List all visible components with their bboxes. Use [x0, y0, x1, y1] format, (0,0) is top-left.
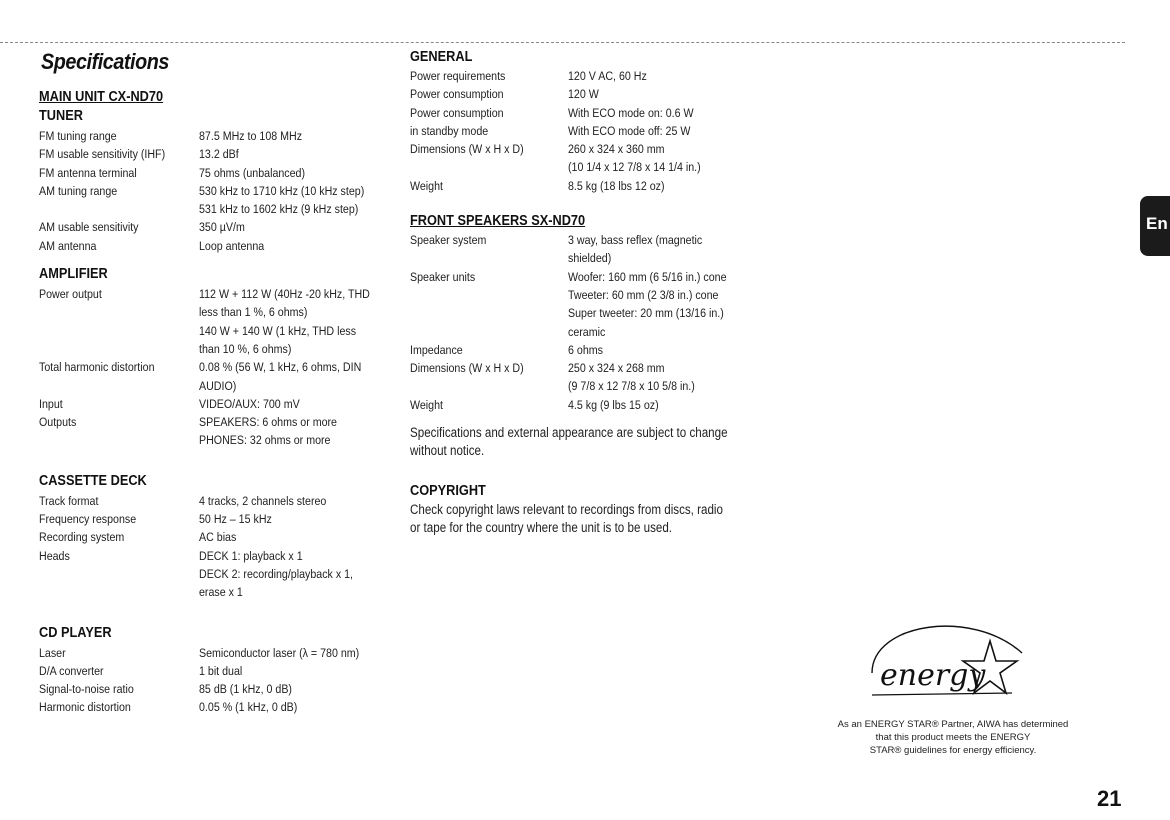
spec-value: 85 dB (1 kHz, 0 dB): [199, 682, 292, 697]
spec-label: FM usable sensitivity (IHF): [39, 147, 166, 162]
spec-value: Super tweeter: 20 mm (13/16 in.): [568, 306, 724, 321]
spec-value: 530 kHz to 1710 kHz (10 kHz step): [199, 183, 365, 198]
page-title: Specifications: [41, 49, 169, 74]
spec-value: 13.2 dBf: [199, 147, 239, 162]
spec-label: [410, 304, 546, 322]
language-tab: [1140, 196, 1170, 256]
spec-row: [39, 395, 389, 413]
language-tab-label: En: [1146, 214, 1168, 233]
main-unit-title: MAIN UNIT CX-ND70: [39, 89, 164, 105]
spec-row: [410, 231, 760, 249]
spec-value: SPEAKERS: 6 ohms or more: [199, 415, 337, 430]
spec-value: AUDIO): [199, 378, 237, 393]
spec-value: 1 bit dual: [199, 663, 243, 678]
spec-label: [39, 565, 177, 583]
energy-star-logo: [862, 613, 1042, 713]
spec-label: AM antenna: [39, 238, 97, 253]
spec-label: [39, 340, 177, 358]
spec-value: Tweeter: 60 mm (2 3/8 in.) cone: [568, 287, 719, 302]
spec-row: [39, 285, 389, 303]
spec-value: erase x 1: [199, 585, 243, 600]
spec-label: Weight: [410, 397, 443, 412]
spec-label: FM tuning range: [39, 129, 117, 143]
spec-row: [39, 303, 389, 321]
energy-caption-line-3: STAR® guidelines for energy efficiency.: [869, 745, 1037, 756]
spec-value: ceramic: [568, 324, 606, 339]
spec-label: [410, 286, 546, 304]
copyright-line-1: Check copyright laws relevant to recordings from discs, radio: [410, 502, 723, 518]
front-speakers-specs: [410, 231, 760, 414]
spec-value: VIDEO/AUX: 700 mV: [199, 396, 300, 411]
spec-row: [39, 237, 389, 255]
spec-value: 4 tracks, 2 channels stereo: [199, 493, 327, 508]
spec-value: DECK 1: playback x 1: [199, 548, 303, 563]
spec-row: [410, 377, 760, 395]
cd-player-title: CD PLAYER: [39, 624, 112, 641]
spec-label: Speaker units: [410, 269, 476, 284]
spec-row: [39, 510, 389, 528]
page-number: 21: [1097, 786, 1122, 811]
spec-row: [410, 104, 760, 122]
spec-value: (10 1/4 x 12 7/8 x 14 1/4 in.): [568, 160, 701, 175]
spec-label: Power requirements: [410, 69, 506, 83]
cd-player-specs: [39, 644, 389, 717]
spec-value: 120 V AC, 60 Hz: [568, 69, 647, 83]
spec-row: [39, 565, 389, 583]
spec-row: [39, 127, 389, 145]
cassette-deck-title: CASSETTE DECK: [39, 472, 147, 489]
spec-row: [410, 177, 760, 195]
spec-label: D/A converter: [39, 663, 104, 678]
spec-value: 250 x 324 x 268 mm: [568, 361, 665, 376]
tuner-title: TUNER: [39, 108, 83, 124]
spec-value: 87.5 MHz to 108 MHz: [199, 129, 303, 143]
spec-label: [39, 200, 177, 218]
spec-value: With ECO mode on: 0.6 W: [568, 105, 694, 120]
spec-row: [39, 340, 389, 358]
spec-row: [39, 182, 389, 200]
spec-value: 4.5 kg (9 lbs 15 oz): [568, 397, 659, 412]
spec-label: AM tuning range: [39, 183, 118, 198]
spec-label: FM antenna terminal: [39, 165, 137, 180]
spec-row: [39, 528, 389, 546]
spec-value: (9 7/8 x 12 7/8 x 10 5/8 in.): [568, 379, 695, 394]
spec-row: [410, 85, 760, 103]
spec-label: Track format: [39, 493, 99, 508]
tuner-specs: [39, 127, 389, 255]
spec-row: [39, 583, 389, 601]
spec-value: AC bias: [199, 530, 237, 545]
top-dashed-rule: [0, 42, 1125, 43]
spec-row: [39, 644, 389, 662]
spec-label: [410, 158, 546, 176]
spec-label: Frequency response: [39, 512, 137, 527]
spec-label: Dimensions (W x H x D): [410, 142, 524, 157]
spec-row: [39, 358, 389, 376]
spec-label: [410, 249, 546, 267]
spec-row: [410, 341, 760, 359]
spec-label: [410, 323, 546, 341]
spec-label: Dimensions (W x H x D): [410, 361, 524, 376]
spec-row: [410, 67, 760, 85]
spec-label: Harmonic distortion: [39, 700, 131, 715]
spec-label: Weight: [410, 178, 443, 193]
spec-label: Heads: [39, 548, 70, 563]
amplifier-specs: [39, 285, 389, 450]
spec-value: 75 ohms (unbalanced): [199, 165, 306, 180]
spec-label: [39, 303, 177, 321]
spec-value: 0.05 % (1 kHz, 0 dB): [199, 700, 298, 715]
spec-label: Power output: [39, 287, 102, 302]
spec-label: Outputs: [39, 415, 77, 430]
spec-label: Laser: [39, 645, 66, 660]
copyright-title: COPYRIGHT: [410, 483, 486, 500]
spec-row: [410, 268, 760, 286]
spec-value: 112 W + 112 W (40Hz -20 kHz, THD: [199, 287, 370, 302]
spec-label: [410, 377, 546, 395]
spec-value: PHONES: 32 ohms or more: [199, 433, 331, 448]
spec-label: [39, 322, 177, 340]
spec-value: Woofer: 160 mm (6 5/16 in.) cone: [568, 269, 727, 284]
spec-label: Recording system: [39, 530, 125, 545]
spec-row: [410, 396, 760, 414]
spec-label: Impedance: [410, 342, 463, 357]
copyright-line-2: or tape for the country where the unit is to be used.: [410, 520, 673, 536]
spec-value: 3 way, bass reflex (magnetic: [568, 233, 703, 248]
spec-label: in standby mode: [410, 123, 489, 138]
spec-row: [39, 322, 389, 340]
spec-value: 140 W + 140 W (1 kHz, THD less: [199, 323, 357, 338]
spec-value: 120 W: [568, 87, 599, 102]
spec-row: [39, 431, 389, 449]
spec-row: [39, 145, 389, 163]
spec-row: [410, 286, 760, 304]
spec-row: [39, 547, 389, 565]
spec-label: Signal-to-noise ratio: [39, 682, 134, 697]
spec-value: With ECO mode off: 25 W: [568, 123, 691, 138]
spec-value: 260 x 324 x 360 mm: [568, 142, 665, 157]
spec-value: 0.08 % (56 W, 1 kHz, 6 ohms, DIN: [199, 360, 362, 375]
spec-value: 6 ohms: [568, 342, 603, 357]
spec-label: Power consumption: [410, 87, 504, 102]
spec-row: [39, 377, 389, 395]
spec-row: [39, 680, 389, 698]
spec-row: [39, 662, 389, 680]
general-column: [410, 48, 760, 537]
general-specs: [410, 67, 760, 195]
energy-caption-line-1: As an ENERGY STAR® Partner, AIWA has determined: [837, 719, 1069, 730]
spec-label: [39, 583, 177, 601]
spec-row: [410, 249, 760, 267]
spec-row: [410, 323, 760, 341]
energy-logo-text: energy: [880, 658, 986, 693]
spec-row: [410, 158, 760, 176]
spec-value: shielded): [568, 251, 612, 266]
spec-label: Power consumption: [410, 105, 504, 120]
spec-row: [410, 304, 760, 322]
spec-value: 8.5 kg (18 lbs 12 oz): [568, 178, 665, 193]
amplifier-title: AMPLIFIER: [39, 266, 108, 283]
spec-label: [39, 431, 177, 449]
general-title: GENERAL: [410, 49, 473, 65]
spec-label: [39, 377, 177, 395]
spec-row: [39, 164, 389, 182]
spec-row: [39, 200, 389, 218]
notice-line-2: without notice.: [410, 443, 485, 459]
main-unit-column: [39, 88, 389, 717]
spec-label: Input: [39, 396, 63, 411]
spec-label: Speaker system: [410, 233, 487, 248]
notice-line-1: Specifications and external appearance are subject to change: [410, 425, 728, 441]
spec-row: [39, 698, 389, 716]
spec-value: 50 Hz – 15 kHz: [199, 512, 272, 527]
spec-value: less than 1 %, 6 ohms): [199, 305, 308, 320]
spec-value: 350 µV/m: [199, 220, 245, 235]
spec-row: [410, 140, 760, 158]
spec-value: DECK 2: recording/playback x 1,: [199, 566, 353, 581]
spec-row: [39, 218, 389, 236]
spec-row: [39, 413, 389, 431]
spec-row: [410, 359, 760, 377]
spec-value: Semiconductor laser (λ = 780 nm): [199, 645, 360, 660]
spec-value: than 10 %, 6 ohms): [199, 341, 292, 356]
cassette-deck-specs: [39, 492, 389, 602]
energy-caption-line-2: that this product meets the ENERGY: [875, 732, 1031, 743]
spec-row: [39, 492, 389, 510]
spec-label: AM usable sensitivity: [39, 220, 139, 235]
front-speakers-title: FRONT SPEAKERS SX-ND70: [410, 213, 586, 230]
spec-row: [410, 122, 760, 140]
spec-value: Loop antenna: [199, 238, 265, 253]
spec-value: 531 kHz to 1602 kHz (9 kHz step): [199, 202, 359, 217]
spec-label: Total harmonic distortion: [39, 360, 155, 375]
energy-star-caption: [788, 718, 1118, 757]
